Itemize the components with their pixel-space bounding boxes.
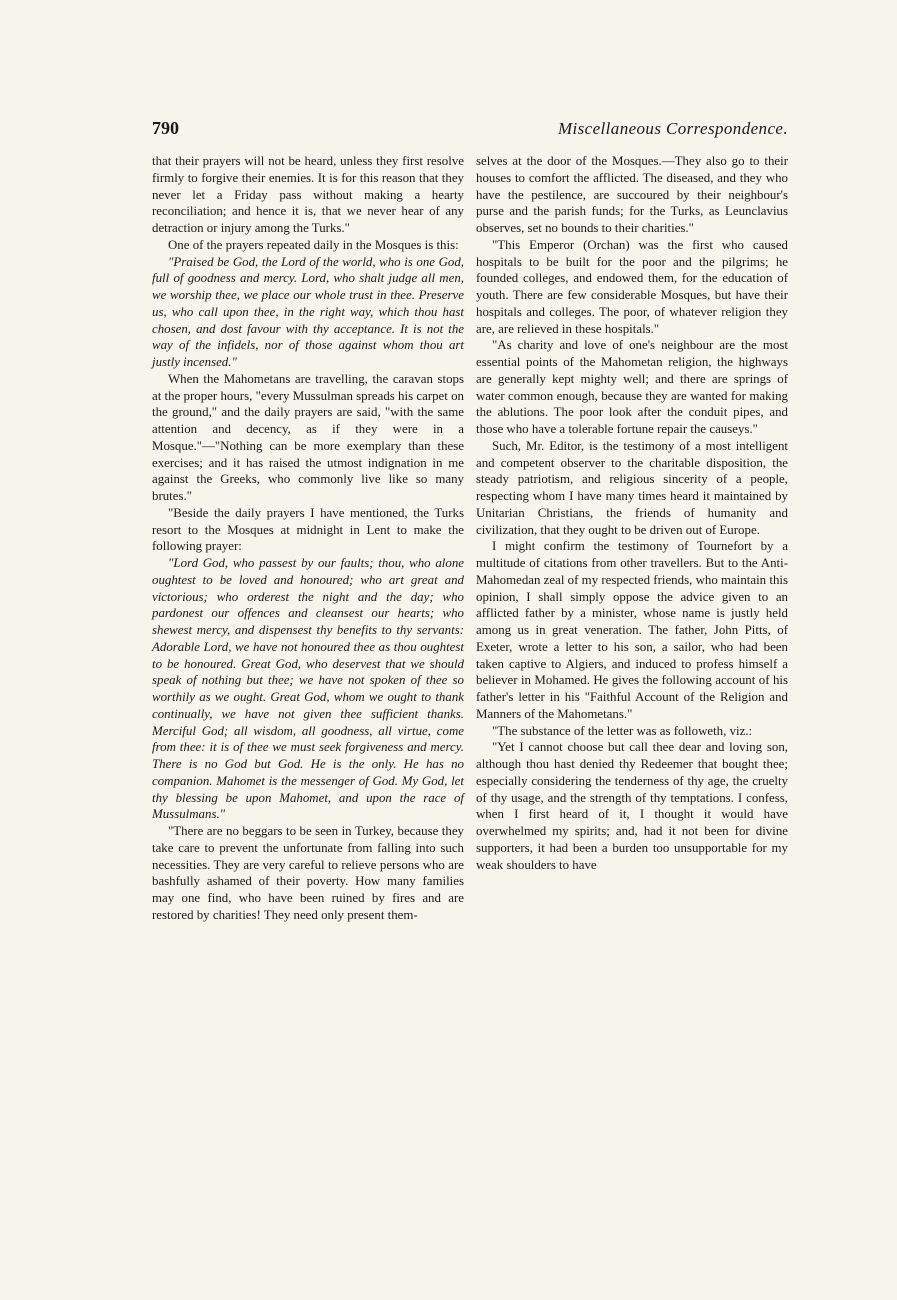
page-number: 790 xyxy=(152,118,179,138)
right-column xyxy=(476,153,788,873)
paragraph: I might confirm the testimony of Tournefort by a multitude of citations from other travellers. But to the Anti-Mahomedan zeal of my respected friends, who maintain this opinion, I shall simply oppose the advice given to an afflicted father by a minister, whose name is justly held among us in great veneration. The father, John Pitts, of Exeter, wrote a letter to his son, a sailor, who had been taken captive to Algiers, and induced to profess himself a believer in Mohamed. He gives the following account of his father's letter in his "Faithful Account of the Religion and Manners of the Mahometans." xyxy=(476,539,788,721)
page-header xyxy=(152,118,788,146)
paragraph: "Yet I cannot choose but call thee dear and loving son, although thou hast denied thy Redeemer that bought thee; especially considering the tenderness of thy age, the cruelty of thy usage, and the strength of thy temptations. I confess, when I first heard of it, I thought it would have overwhelmed my spirits; and, had it not been for divine supporters, it had been a burden too unsupportable for my weak shoulders to have xyxy=(476,740,788,872)
paragraph: When the Mahometans are travelling, the caravan stops at the proper hours, "every Mussulman spreads his carpet on the ground," and the daily prayers are said, "with the same attention and decency, as if they were in a Mosque."—"Nothing can be more exemplary than these exercises; and it has raised the utmost indignation in me against the Greeks, who commonly live like so many brutes." xyxy=(152,371,464,503)
left-column xyxy=(152,153,464,924)
paragraph: "The substance of the letter was as followeth, viz.: xyxy=(492,723,753,738)
prayer-quote: "Lord God, who passest by our faults; thou, who alone oughtest to be loved and honoured; who art great and victorious; who orderest the night and the day; who pardonest our offences and cleansest our hearts; who shewest mercy, and dispensest thy benefits to thy servants: Adorable Lord, we have not honoured thee as thou oughtest to be honoured. Great God, who deservest that we should speak of nothing but thee; we have not spoken of thee so worthily as we ought. Great God, whom we ought to thank continually, we have not given thee sufficient thanks. Merciful God; all wisdom, all goodness, all virtue, come from thee: it is of thee we must seek forgiveness and mercy. There is no God but God. He is the only. He has no companion. Mahomet is the messenger of God. My God, let thy blessing be upon Mahomet, and upon the race of Mussulmans." xyxy=(152,556,464,822)
paragraph: "As charity and love of one's neighbour are the most essential points of the Mahometan religion, the highways are generally kept mighty well; and there are springs of water common enough, because they are wanted for making the ablutions. The poor look after the conduit pipes, and those who have a tolerable fortune repair the causeys." xyxy=(476,338,788,436)
prayer-quote: "Praised be God, the Lord of the world, who is one God, full of goodness and mercy. Lord, who shalt judge all men, we worship thee, we place our whole trust in thee. Preserve us, who call upon thee, in the right way, which thou hast chosen, and dost favour with thy acceptance. It is not the way of the infidels, nor of those against whom thou art justly incensed." xyxy=(152,254,464,369)
paragraph: "There are no beggars to be seen in Turkey, because they take care to prevent the unfortunate from falling into such necessities. They are very careful to relieve persons who are bashfully ashamed of their poverty. How many families may one find, who have been ruined by fires and are restored by charities! They need only present them- xyxy=(152,824,464,922)
paragraph: selves at the door of the Mosques.—They also go to their houses to comfort the afflicted. The diseased, and they who have the pestilence, are succoured by their neighbour's purse and the parish funds; for the Turks, as Leunclavius observes, set no bounds to their charities." xyxy=(476,154,788,235)
paragraph: that their prayers will not be heard, unless they first resolve firmly to forgive their enemies. It is for this reason that they never let a Friday pass without making a hearty reconciliation; and hence it is, that we never hear of any detraction or injury among the Turks." xyxy=(152,154,464,235)
running-head: Miscellaneous Correspondence. xyxy=(557,119,788,138)
paragraph: "Beside the daily prayers I have mentioned, the Turks resort to the Mosques at midnight in Lent to make the following prayer: xyxy=(152,505,464,554)
paragraph: One of the prayers repeated daily in the Mosques is this: xyxy=(168,237,459,252)
paragraph: Such, Mr. Editor, is the testimony of a most intelligent and competent observer to the charitable disposition, the steady patriotism, and religious sincerity of a people, respecting whom I have many times heard it maintained by Unitarian Christians, the friends of humanity and civilization, that they ought to be driven out of Europe. xyxy=(476,438,788,537)
paragraph: "This Emperor (Orchan) was the first who caused hospitals to be built for the poor and the pilgrims; he founded colleges, and endowed them, for the education of youth. There are few considerable Mosques, but have their hospitals and colleges. The poor, of whatever religion they are, are relieved in these hospitals." xyxy=(476,237,788,336)
